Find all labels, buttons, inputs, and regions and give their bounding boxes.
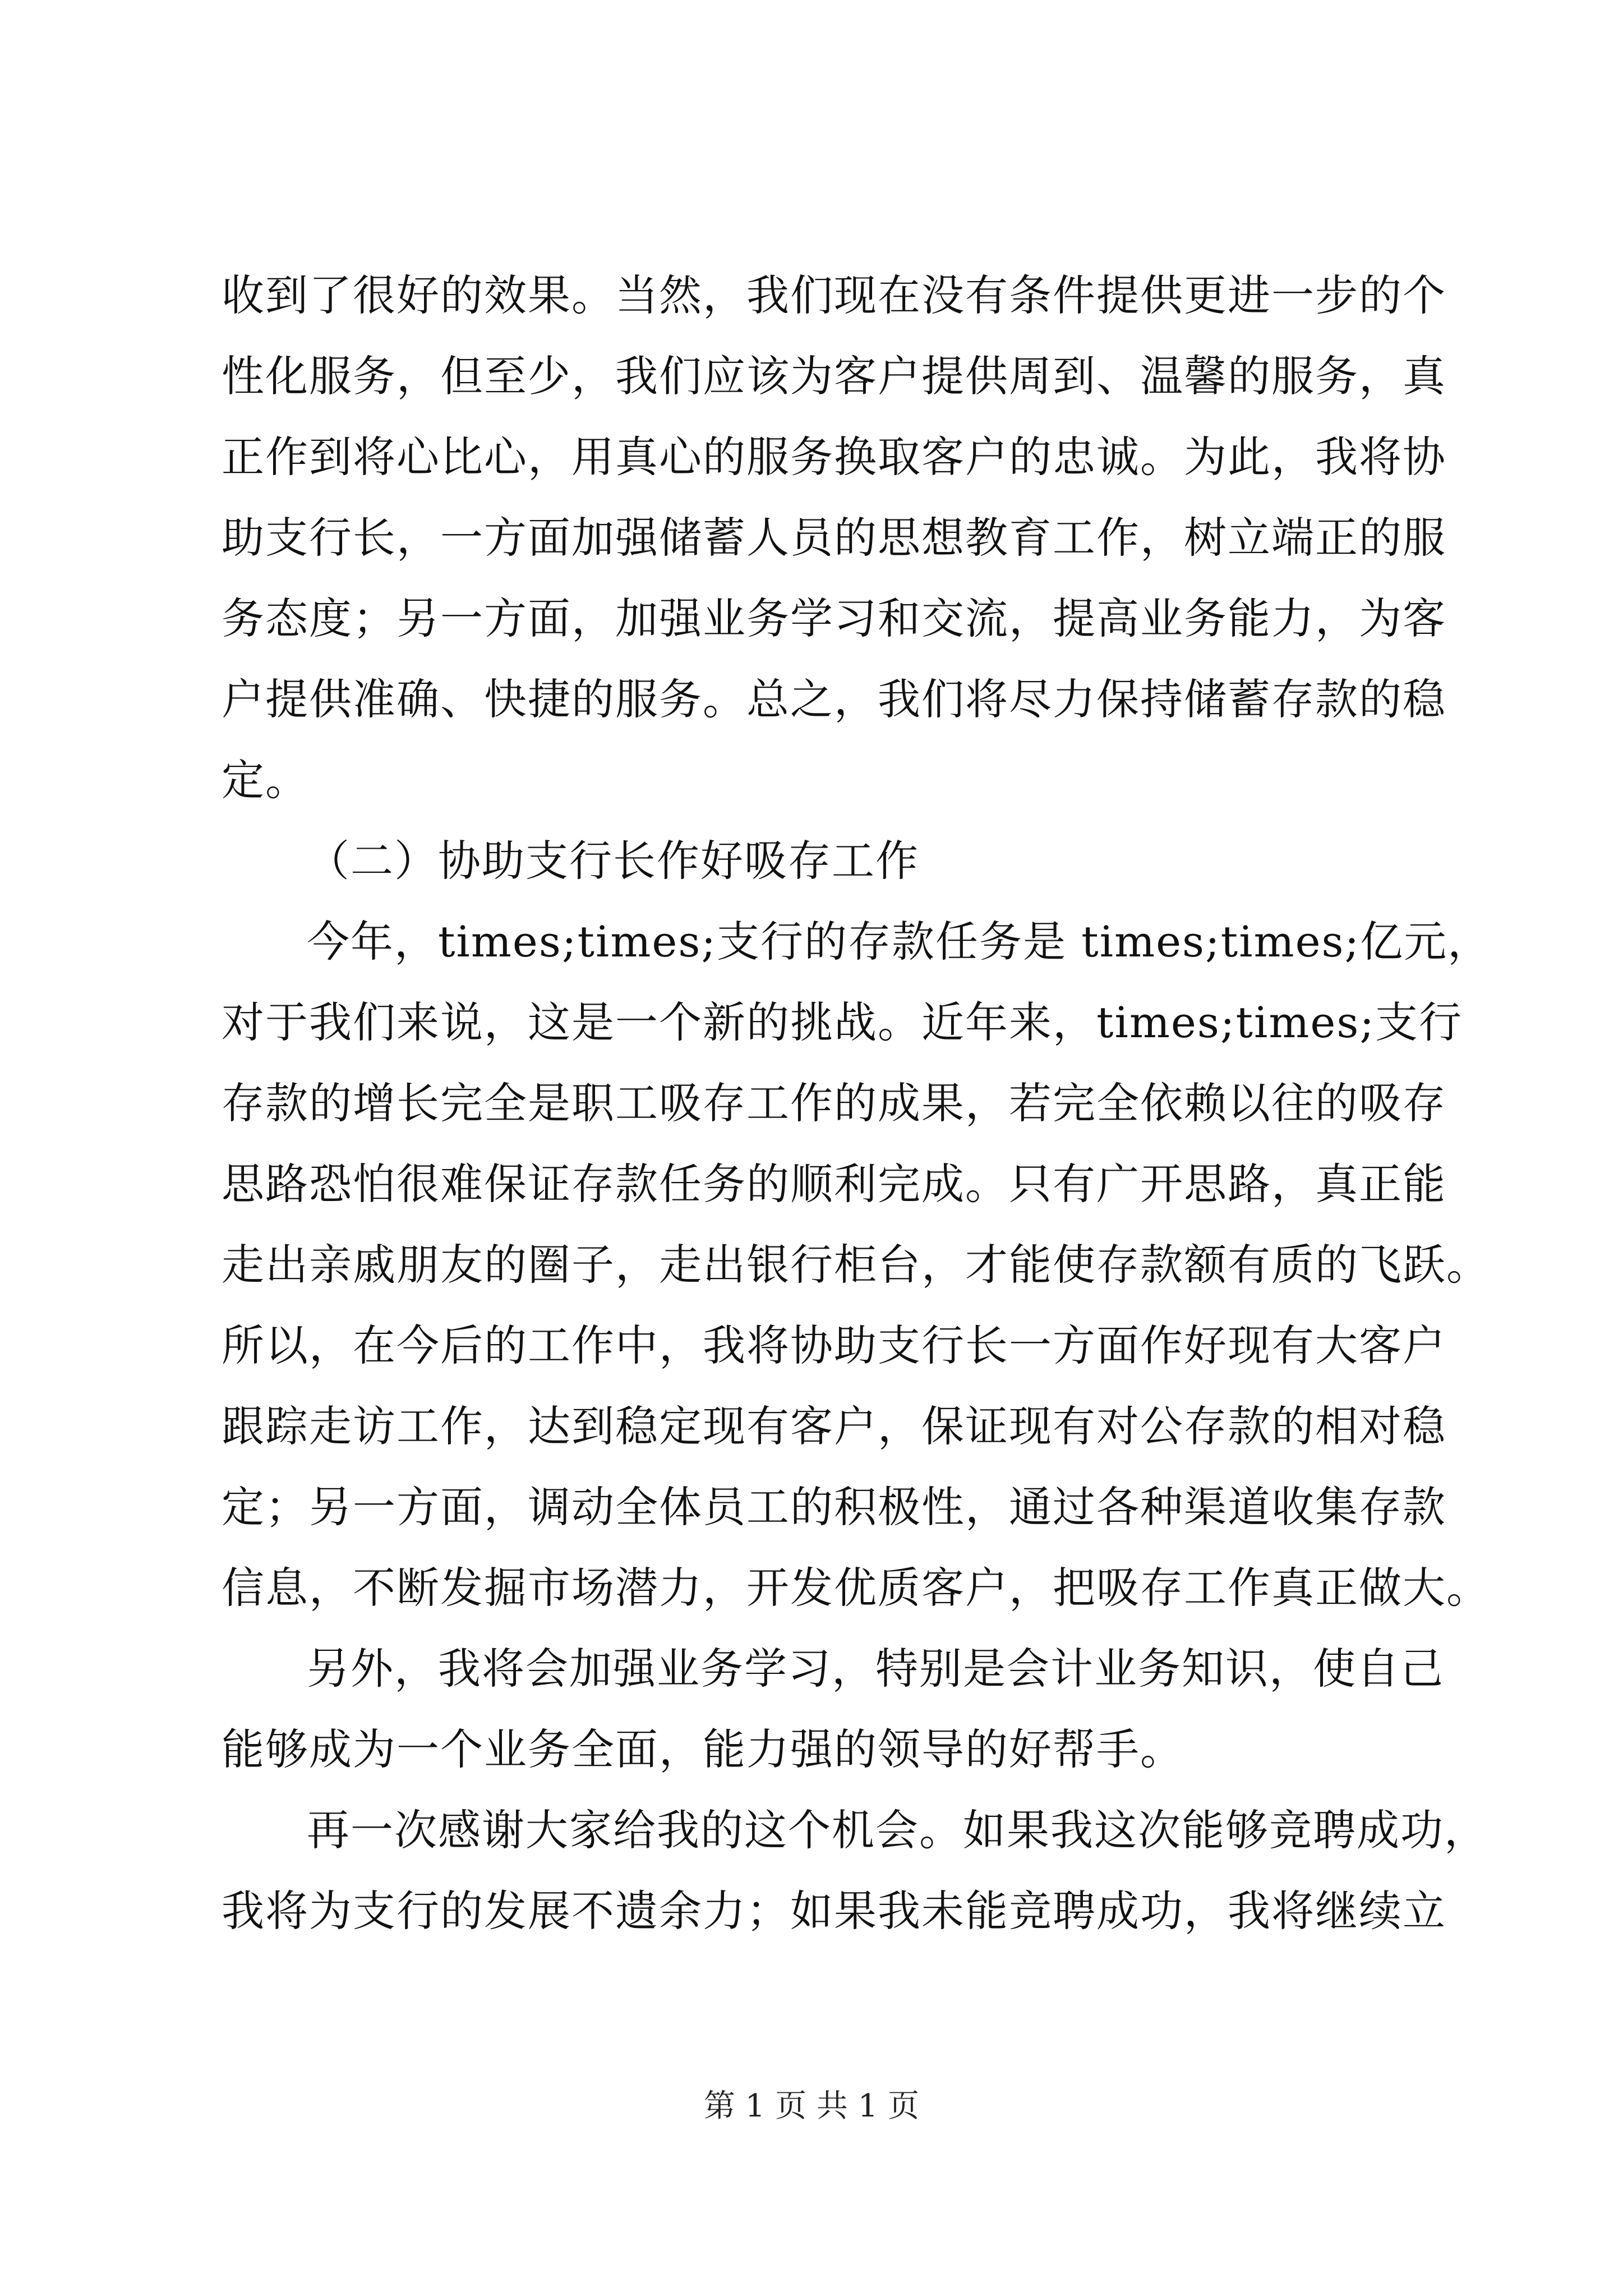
text-line-11: 存款的增长完全是职工吸存工作的成果，若完全依赖以往的吸存 [222,1078,1446,1128]
text-line-18: 另外，我将会加强业务学习，特别是会计业务知识，使自己 [307,1644,1444,1694]
page-footer [0,2087,1623,2126]
text-line-19: 能够成为一个业务全面，能力强的领导的好帮手。 [222,1724,1184,1774]
text-line-5: 务态度；另一方面，加强业务学习和交流，提高业务能力，为客 [222,593,1446,643]
text-line-10: 对于我们来说，这是一个新的挑战。近年来，times;times;支行 [222,997,1463,1047]
text-line-9: 今年，times;times;支行的存款任务是 times;times;亿元， [307,917,1492,967]
document-body [222,255,1492,1952]
text-line-14: 所以，在今后的工作中，我将协助支行长一方面作好现有大客户 [222,1320,1446,1370]
text-line-4: 助支行长，一方面加强储蓄人员的思想教育工作，树立端正的服 [222,513,1446,563]
text-line-1: 收到了很好的效果。当然，我们现在没有条件提供更进一步的个 [222,270,1446,320]
text-line-3: 正作到将心比心，用真心的服务换取客户的忠诚。为此，我将协 [222,432,1446,482]
page-number-label: 第 1 页 共 1 页 [703,2088,920,2124]
text-line-15: 跟踪走访工作，达到稳定现有客户，保证现有对公存款的相对稳 [222,1401,1446,1451]
text-line-17: 信息，不断发掘市场潜力，开发优质客户，把吸存工作真正做大。 [222,1563,1490,1613]
text-line-2: 性化服务，但至少，我们应该为客户提供周到、温馨的服务，真 [222,351,1446,401]
text-line-13: 走出亲戚朋友的圈子，走出银行柜台，才能使存款额有质的飞跃。 [222,1240,1490,1290]
text-line-20: 再一次感谢大家给我的这个机会。如果我这次能够竞聘成功， [307,1805,1488,1855]
text-line-6: 户提供准确、快捷的服务。总之，我们将尽力保持储蓄存款的稳 [222,674,1446,724]
section-heading: （二）协助支行长作好吸存工作 [307,836,919,886]
text-line-7: 定。 [222,755,309,805]
text-line-16: 定；另一方面，调动全体员工的积极性，通过各种渠道收集存款 [222,1482,1446,1532]
text-line-21: 我将为支行的发展不遗余力；如果我未能竞聘成功，我将继续立 [222,1886,1446,1936]
text-line-12: 思路恐怕很难保证存款任务的顺利完成。只有广开思路，真正能 [222,1159,1446,1209]
